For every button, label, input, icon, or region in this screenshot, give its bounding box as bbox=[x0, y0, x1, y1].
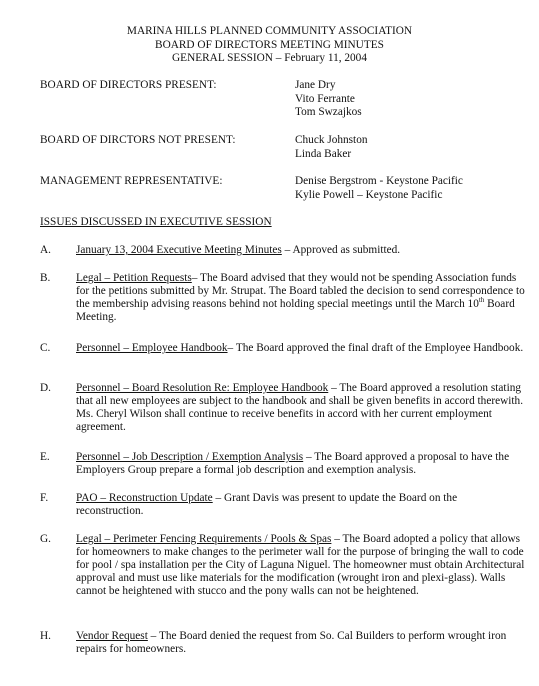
item-letter: G. bbox=[40, 533, 51, 545]
item-body: – The Board denied the request from So. Cal Builders to perform wrought iron repairs for homeowners. bbox=[76, 630, 507, 655]
item-body: – Grant Davis was present to update the Board on the reconstruction. bbox=[76, 492, 458, 517]
item-title: Legal – Petition Requests bbox=[76, 272, 192, 284]
director-name: Tom Swzajkos bbox=[295, 106, 362, 118]
directors-not-present-label: BOARD OF DIRCTORS NOT PRESENT: bbox=[40, 134, 236, 146]
item-superscript: th bbox=[478, 296, 485, 305]
item-text bbox=[76, 244, 526, 257]
item-letter: E. bbox=[40, 451, 50, 463]
director-name: Vito Ferrante bbox=[295, 92, 355, 105]
item-text bbox=[76, 272, 526, 324]
directors-present-names bbox=[295, 79, 362, 120]
item-letter: A. bbox=[40, 244, 51, 256]
management-label: MANAGEMENT REPRESENTATIVE: bbox=[40, 175, 223, 187]
management-names bbox=[295, 175, 463, 202]
item-title: Legal – Perimeter Fencing Requirements / Pools & Spas bbox=[76, 533, 332, 545]
representative-name: Denise Bergstrom - Keystone Pacific bbox=[295, 175, 463, 187]
item-title: Personnel – Employee Handbook bbox=[76, 342, 228, 354]
representative-name: Kylie Powell – Keystone Pacific bbox=[295, 188, 443, 201]
section-title: ISSUES DISCUSSED IN EXECUTIVE SESSION bbox=[40, 216, 272, 228]
item-body: – The Board adopted a policy that allows for homeowners to make changes to the perimeter wall for the purpose of bringing the wall to code for pool / spa installation per the City of Laguna Niguel. The homeowner must obtain Architectural approval and must use like materials for the modification (wrought iron and plexi-glass). Walls cannot be heightened with stucco and the pony walls can not be heightened. bbox=[76, 533, 525, 597]
item-title: January 13, 2004 Executive Meeting Minutes bbox=[76, 244, 282, 256]
item-body: – Approved as submitted. bbox=[281, 244, 401, 256]
minutes-title: BOARD OF DIRECTORS MEETING MINUTES bbox=[155, 38, 384, 51]
item-text bbox=[76, 382, 526, 434]
item-body-continued: Board Meeting. bbox=[76, 298, 515, 323]
item-letter: H. bbox=[40, 630, 51, 642]
director-name: Jane Dry bbox=[295, 79, 336, 91]
item-title: Vendor Request bbox=[76, 630, 148, 642]
item-text bbox=[76, 451, 526, 477]
directors-present-label: BOARD OF DIRECTORS PRESENT: bbox=[40, 79, 217, 91]
item-text bbox=[76, 630, 526, 656]
item-letter: D. bbox=[40, 382, 51, 394]
session-date: GENERAL SESSION – February 11, 2004 bbox=[172, 52, 367, 64]
item-body: – The Board approved a resolution stating that all new employees are subject to the handbook and shall be given benefits in accord therewith. Ms. Cheryl Wilson shall continue to receive benefits in accord with her current employment agreement. bbox=[76, 382, 524, 433]
item-text bbox=[76, 533, 526, 598]
item-title: PAO – Reconstruction Update bbox=[76, 492, 213, 504]
document-header bbox=[0, 25, 539, 66]
item-letter: C. bbox=[40, 342, 51, 354]
director-name: Linda Baker bbox=[295, 147, 352, 160]
directors-not-present-names bbox=[295, 134, 368, 161]
item-body: – The Board approved the final draft of the Employee Handbook. bbox=[227, 342, 524, 354]
association-name: MARINA HILLS PLANNED COMMUNITY ASSOCIATION bbox=[126, 25, 413, 37]
item-text bbox=[76, 492, 526, 518]
item-body: – The Board advised that they would not be spending Association funds for the petitions submitted by Mr. Strupat. The Board tabled the decision to send correspondence to the membership advising reasons behind not holding special meetings until the March 10 bbox=[76, 272, 525, 310]
item-title: Personnel – Job Description / Exemption Analysis bbox=[76, 451, 304, 463]
director-name: Chuck Johnston bbox=[295, 134, 368, 146]
item-letter: F. bbox=[40, 492, 49, 504]
item-body: – The Board approved a proposal to have the Employers Group prepare a formal job description and exemption analysis. bbox=[76, 451, 510, 476]
item-letter: B. bbox=[40, 272, 51, 284]
item-title: Personnel – Board Resolution Re: Employee Handbook bbox=[76, 382, 329, 394]
item-text bbox=[76, 342, 526, 355]
